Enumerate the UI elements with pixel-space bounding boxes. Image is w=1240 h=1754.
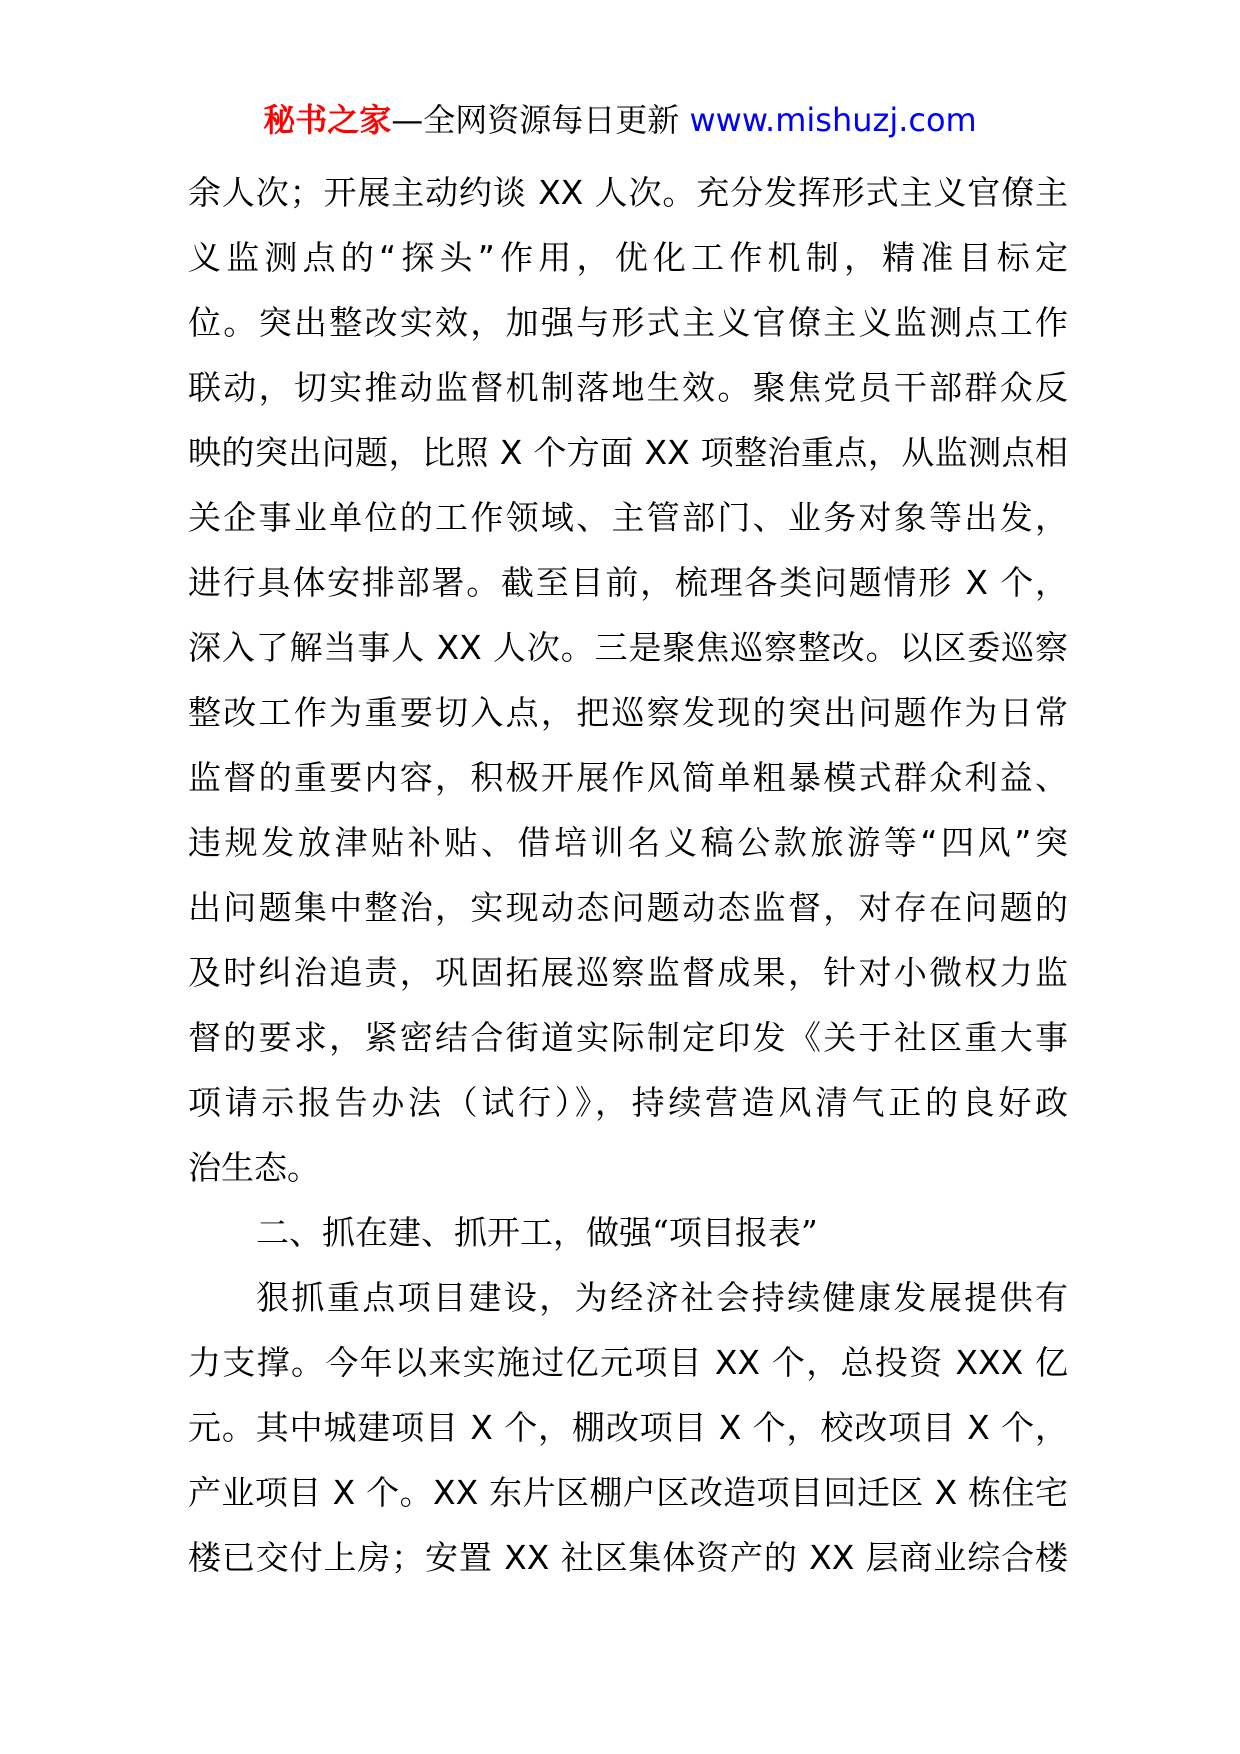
text-line: 监督的重要内容，积极开展作风简单粗暴模式群众利益、 [188,758,1068,797]
text-line: 项请示报告办法（试行）》，持续营造风清气正的良好政 [188,1083,1068,1122]
text-line: 义监测点的“探头”作用，优化工作机制，精准目标定 [188,238,1068,277]
site-url[interactable]: www.mishuzj.com [689,101,977,139]
text-line: 整改工作为重要切入点，把巡察发现的突出问题作为日常 [188,693,1068,732]
text-line: 及时纠治追责，巩固拓展巡察监督成果，针对小微权力监 [188,953,1068,992]
site-header [0,98,1240,142]
text-line: 映的突出问题，比照 X 个方面 XX 项整治重点，从监测点相 [188,433,1068,472]
text-line: 出问题集中整治，实现动态问题动态监督，对存在问题的 [188,888,1068,927]
text-line: 产业项目 X 个。XX 东片区棚户区改造项目回迁区 X 栋住宅 [188,1473,1068,1512]
text-line: 元。其中城建项目 X 个，棚改项目 X 个，校改项目 X 个， [188,1408,1068,1447]
text-line: 进行具体安排部署。截至目前，梳理各类问题情形 X 个， [188,563,1068,602]
text-line: 治生态。 [188,1148,320,1187]
brand-name: 秘书之家 [263,101,392,139]
document-body [188,160,1068,1590]
section-heading: 二、抓在建、抓开工，做强“项目报表” [256,1213,818,1252]
text-line: 位。突出整改实效，加强与形式主义官僚主义监测点工作 [188,303,1068,342]
text-line: 力支撑。今年以来实施过亿元项目 XX 个，总投资 XXX 亿 [188,1343,1068,1382]
text-line: 深入了解当事人 XX 人次。三是聚焦巡察整改。以区委巡察 [188,628,1068,667]
paragraph-2 [188,1265,1068,1590]
text-line: 狠抓重点项目建设，为经济社会持续健康发展提供有 [256,1278,1068,1317]
paragraph-1 [188,160,1068,1200]
text-line: 督的要求，紧密结合街道实际制定印发《关于社区重大事 [188,1018,1068,1057]
text-line: 联动，切实推动监督机制落地生效。聚焦党员干部群众反 [188,368,1068,407]
text-line: 违规发放津贴补贴、借培训名义稿公款旅游等“四风”突 [188,823,1068,862]
text-line: 关企事业单位的工作领域、主管部门、业务对象等出发， [188,498,1068,537]
text-line: 楼已交付上房；安置 XX 社区集体资产的 XX 层商业综合楼 [188,1538,1068,1577]
text-line: 余人次；开展主动约谈 XX 人次。充分发挥形式主义官僚主 [188,173,1068,212]
header-tagline: —全网资源每日更新 [391,101,690,139]
